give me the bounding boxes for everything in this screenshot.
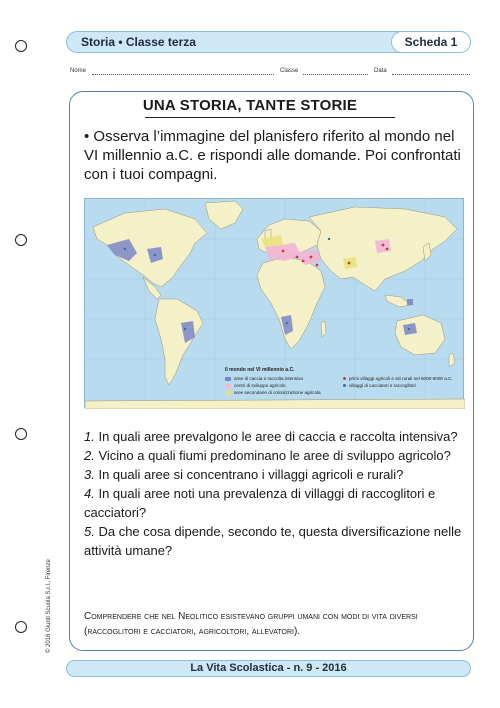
binder-hole [15, 234, 27, 246]
class-label: Classe [280, 68, 299, 74]
new-zealand [449, 353, 455, 367]
binder-hole [15, 621, 27, 633]
binder-hole [15, 40, 27, 52]
header-bar [66, 31, 471, 53]
antarctica [85, 399, 465, 409]
copyright-notice: © 2016 Giunti Scuola S.r.l., Firenze [46, 559, 52, 653]
class-field[interactable] [303, 74, 368, 75]
learning-objective: Comprendere che nel Neolitico esistevano gruppi umani con modi di vita diversi (raccoglitori e cacciatori, agricoltori, allevatori). [84, 611, 418, 637]
question-item: 4. In quali aree noti una prevalenza di villaggi di raccoglitori e cacciatori? [84, 486, 436, 520]
africa [257, 257, 325, 349]
australia [395, 315, 445, 355]
question-list [84, 427, 466, 560]
student-fields [70, 68, 470, 80]
date-label: Data [374, 68, 387, 74]
sheet-number: Scheda 1 [391, 31, 471, 53]
name-label: Nome [70, 68, 87, 74]
name-field[interactable] [92, 74, 274, 75]
legend-dot [343, 384, 346, 387]
hunting-area-asia [407, 299, 413, 305]
legend-swatch [225, 377, 231, 381]
legend-item: centri di sviluppo agricolo [225, 382, 343, 389]
legend-swatch [225, 391, 231, 395]
legend-item: primi villaggi agricoli e siti rurali nel 6000-5000 a.C. [343, 375, 455, 382]
question-item: 2. Vicino a quali fiumi predominano le aree di sviluppo agricolo? [84, 448, 451, 463]
footer-bar: La Vita Scolastica - n. 9 - 2016 [66, 660, 471, 677]
greenland [205, 201, 243, 229]
question-item: 5. Da che cosa dipende, secondo te, questa diversificazione nelle attività umane? [84, 524, 462, 558]
date-field[interactable] [392, 74, 470, 75]
map-legend [225, 367, 455, 396]
title-underline [145, 117, 395, 118]
world-map [84, 198, 464, 408]
subject-label: Storia • Classe terza [81, 35, 196, 49]
legend-item: villaggi di cacciatori e raccoglitori [343, 382, 455, 389]
legend-item: aree di caccia e raccolta intensiva [225, 375, 343, 382]
legend-dot [343, 377, 346, 380]
binder-hole [15, 428, 27, 440]
madagascar [321, 321, 326, 337]
south-america [155, 299, 203, 385]
legend-item: aree secondarie di colonizzazione agricola [225, 389, 343, 396]
instructions: • Osserva l’immagine del planisfero riferito al mondo nel VI millennio a.C. e rispondi alle domande. Poi confrontati con i tuoi compagni. [84, 128, 461, 183]
question-item: 3. In quali aree si concentrano i villaggi agricoli e rurali? [84, 467, 404, 482]
page-title: UNA STORIA, TANTE STORIE [142, 97, 358, 114]
legend-swatch [225, 384, 231, 388]
legend-title: Il mondo nel VI millennio a.C. [225, 367, 295, 373]
question-item: 1. In quali aree prevalgono le aree di caccia e raccolta intensiva? [84, 429, 458, 444]
